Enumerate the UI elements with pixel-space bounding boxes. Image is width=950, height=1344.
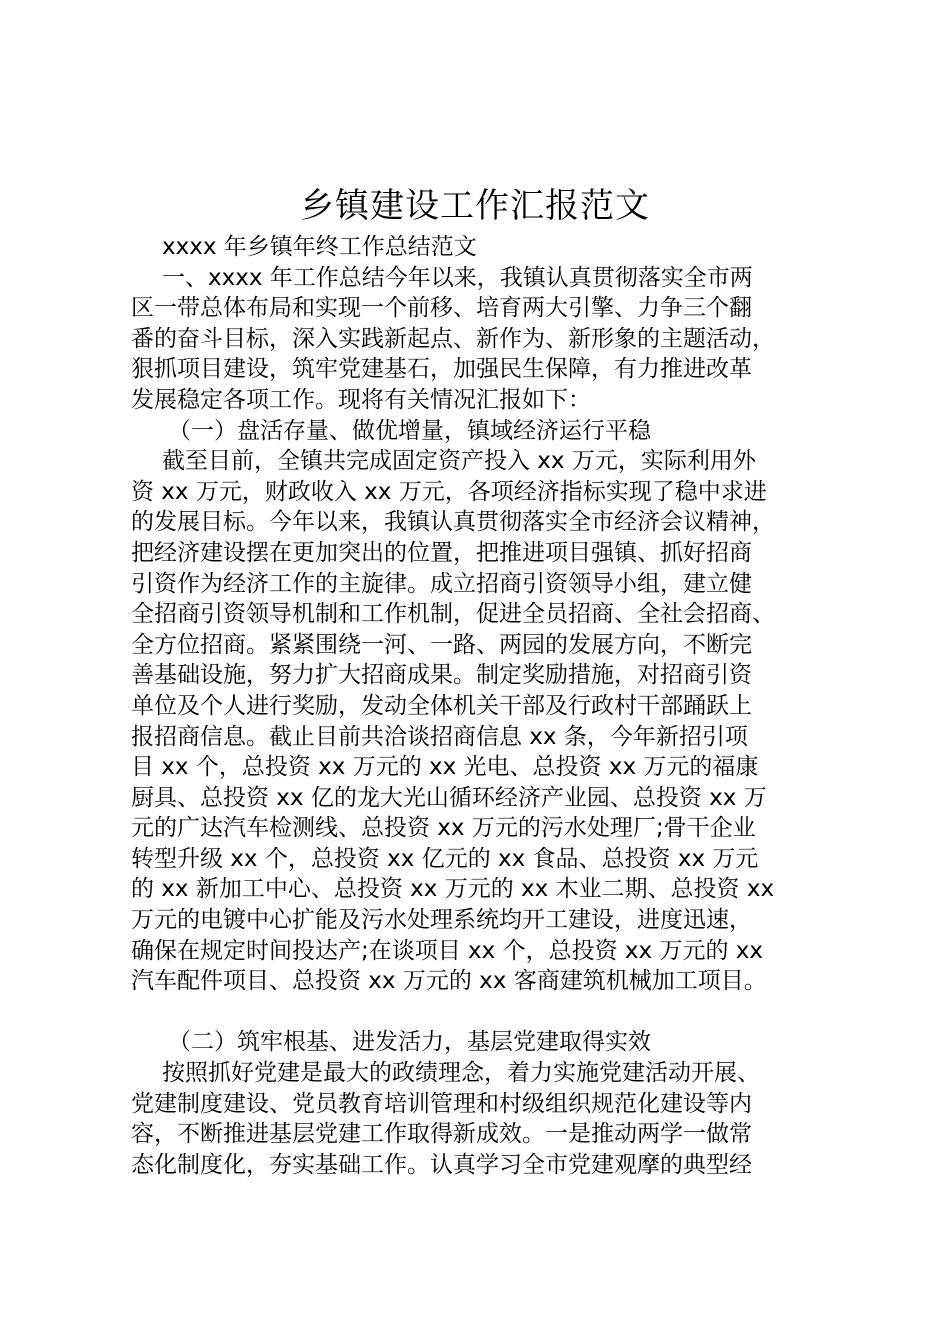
paragraph-line: 的 xx 新加工中心、总投资 xx 万元的 xx 木业二期、总投资 xx [131,876,775,903]
paragraph-line: 万元的电镀中心扩能及污水处理系统均开工建设，进度迅速， [131,907,752,934]
paragraph-line: 厨具、总投资 xx 亿的龙大光山循环经济产业园、总投资 xx 万 [131,784,767,811]
paragraph-line: 容，不断推进基层党建工作取得新成效。一是推动两学一做常 [131,1121,752,1148]
section-heading: （二）筑牢根基、进发活力，基层党建取得实效 [168,1029,651,1056]
paragraph-line: 转型升级 xx 个，总投资 xx 亿元的 xx 食品、总投资 xx 万元 [131,845,759,872]
paragraph-line: 汽车配件项目、总投资 xx 万元的 xx 客商建筑机械加工项目。 [131,968,767,995]
paragraph-line: 一、xxxx 年工作总结今年以来，我镇认真贯彻落实全市两 [162,264,753,291]
paragraph-line: 全方位招商。紧紧围绕一河、一路、两园的发展方向，不断完 [131,631,752,658]
paragraph-line: 全招商引资领导机制和工作机制，促进全员招商、全社会招商、 [131,601,775,628]
paragraph-line: 党建制度建设、党员教育培训管理和村级组织规范化建设等内 [131,1090,752,1117]
paragraph-line: 确保在规定时间投达产;在谈项目 xx 个，总投资 xx 万元的 xx [131,937,763,964]
paragraph-line: 引资作为经济工作的主旋律。成立招商引资领导小组，建立健 [131,570,752,597]
subtitle-line: xxxx 年乡镇年终工作总结范文 [162,234,477,260]
paragraph-line: 截至目前，全镇共完成固定资产投入 xx 万元，实际利用外 [162,448,756,475]
paragraph-line: 区一带总体布局和实现一个前移、培育两大引擎、力争三个翻 [131,295,752,322]
section-heading: （一）盘活存量、做优增量，镇域经济运行平稳 [168,417,651,444]
paragraph-line: 资 xx 万元，财政收入 xx 万元，各项经济指标实现了稳中求进 [131,478,767,505]
paragraph-line: 单位及个人进行奖励，发动全体机关干部及行政村干部踊跃上 [131,692,752,719]
paragraph-line: 番的奋斗目标，深入实践新起点、新作为、新形象的主题活动， [131,325,775,352]
paragraph-line: 报招商信息。截止目前共洽谈招商信息 xx 条，今年新招引项 [131,723,748,750]
paragraph-line: 把经济建设摆在更加突出的位置，把推进项目强镇、抓好招商 [131,539,752,566]
paragraph-line: 目 xx 个，总投资 xx 万元的 xx 光电、总投资 xx 万元的福康 [131,754,759,781]
paragraph-line: 发展稳定各项工作。现将有关情况汇报如下： [131,386,591,413]
paragraph-line: 的发展目标。今年以来，我镇认真贯彻落实全市经济会议精神， [131,509,775,536]
paragraph-line: 按照抓好党建是最大的政绩理念，着力实施党建活动开展、 [162,1060,760,1087]
paragraph-line: 元的广达汽车检测线、总投资 xx 万元的污水处理厂;骨干企业 [131,815,756,842]
paragraph-spacer [131,997,846,1028]
paragraph-line: 狠抓项目建设，筑牢党建基石，加强民生保障，有力推进改革 [131,356,752,383]
paragraph-line: 态化制度化，夯实基础工作。认真学习全市党建观摩的典型经 [131,1151,752,1178]
document-title: 乡镇建设工作汇报范文 [300,186,650,226]
paragraph-line: 善基础设施，努力扩大招商成果。制定奖励措施，对招商引资 [131,662,752,689]
document-body [131,232,846,1180]
